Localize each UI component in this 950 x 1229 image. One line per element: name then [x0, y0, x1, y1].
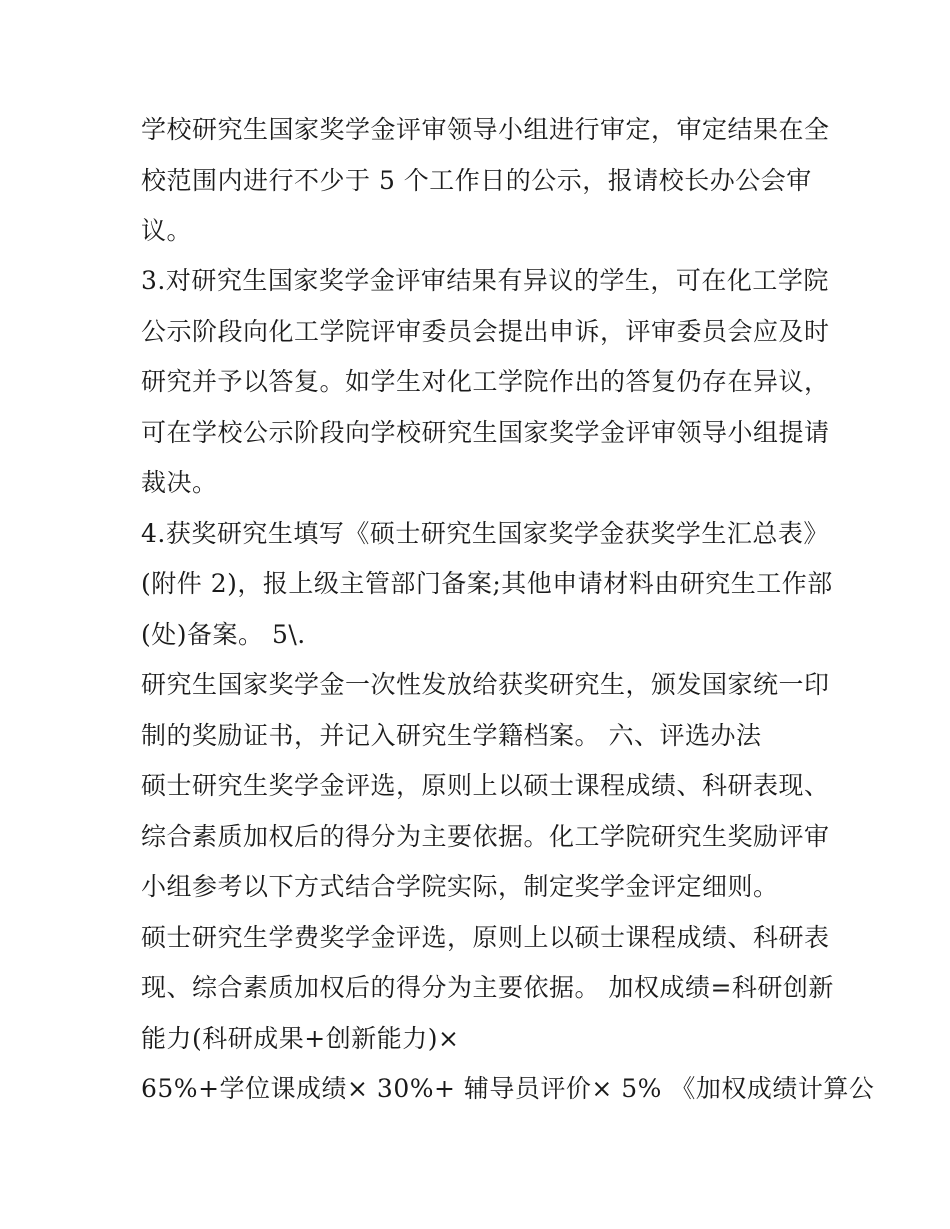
text-line: 可在学校公示阶段向学校研究生国家奖学金评审领导小组提请 — [141, 418, 830, 447]
text-line: 综合素质加权后的得分为主要依据。化工学院研究生奖励评审 — [141, 822, 830, 851]
text-line: 4.获奖研究生填写《硕士研究生国家奖学金获奖学生汇总表》 — [141, 519, 829, 548]
text-line: 小组参考以下方式结合学院实际，制定奖学金评定细则。 — [141, 872, 779, 901]
text-line: 能力(科研成果+创新能力)× — [141, 1024, 460, 1053]
text-line: 裁决。 — [141, 468, 218, 497]
text-line: 学校研究生国家奖学金评审领导小组进行审定，审定结果在全 — [141, 115, 830, 144]
text-line: 研究生国家奖学金一次性发放给获奖研究生，颁发国家统一印 — [141, 670, 830, 699]
text-line: 硕士研究生学费奖学金评选，原则上以硕士课程成绩、科研表 — [141, 923, 830, 952]
text-line: (附件 2)，报上级主管部门备案;其他申请材料由研究生工作部 — [141, 569, 833, 598]
text-line: 现、综合素质加权后的得分为主要依据。 加权成绩=科研创新 — [141, 973, 834, 1002]
text-line: 公示阶段向化工学院评审委员会提出申诉，评审委员会应及时 — [141, 317, 830, 346]
text-line: (处)备案。 5\. — [141, 620, 306, 649]
text-line: 硕士研究生奖学金评选，原则上以硕士课程成绩、科研表现、 — [141, 771, 830, 800]
text-line: 议。 — [141, 216, 193, 245]
text-line: 研究并予以答复。如学生对化工学院作出的答复仍存在异议， — [141, 367, 830, 396]
text-line: 65%+学位课成绩× 30%+ 辅导员评价× 5% 《加权成绩计算公 — [141, 1074, 875, 1103]
text-line: 3.对研究生国家奖学金评审结果有异议的学生，可在化工学院 — [141, 266, 829, 295]
text-line: 制的奖励证书，并记入研究生学籍档案。 六、评选办法 — [141, 721, 762, 750]
text-line: 校范围内进行不少于 5 个工作日的公示，报请校长办公会审 — [141, 166, 812, 195]
